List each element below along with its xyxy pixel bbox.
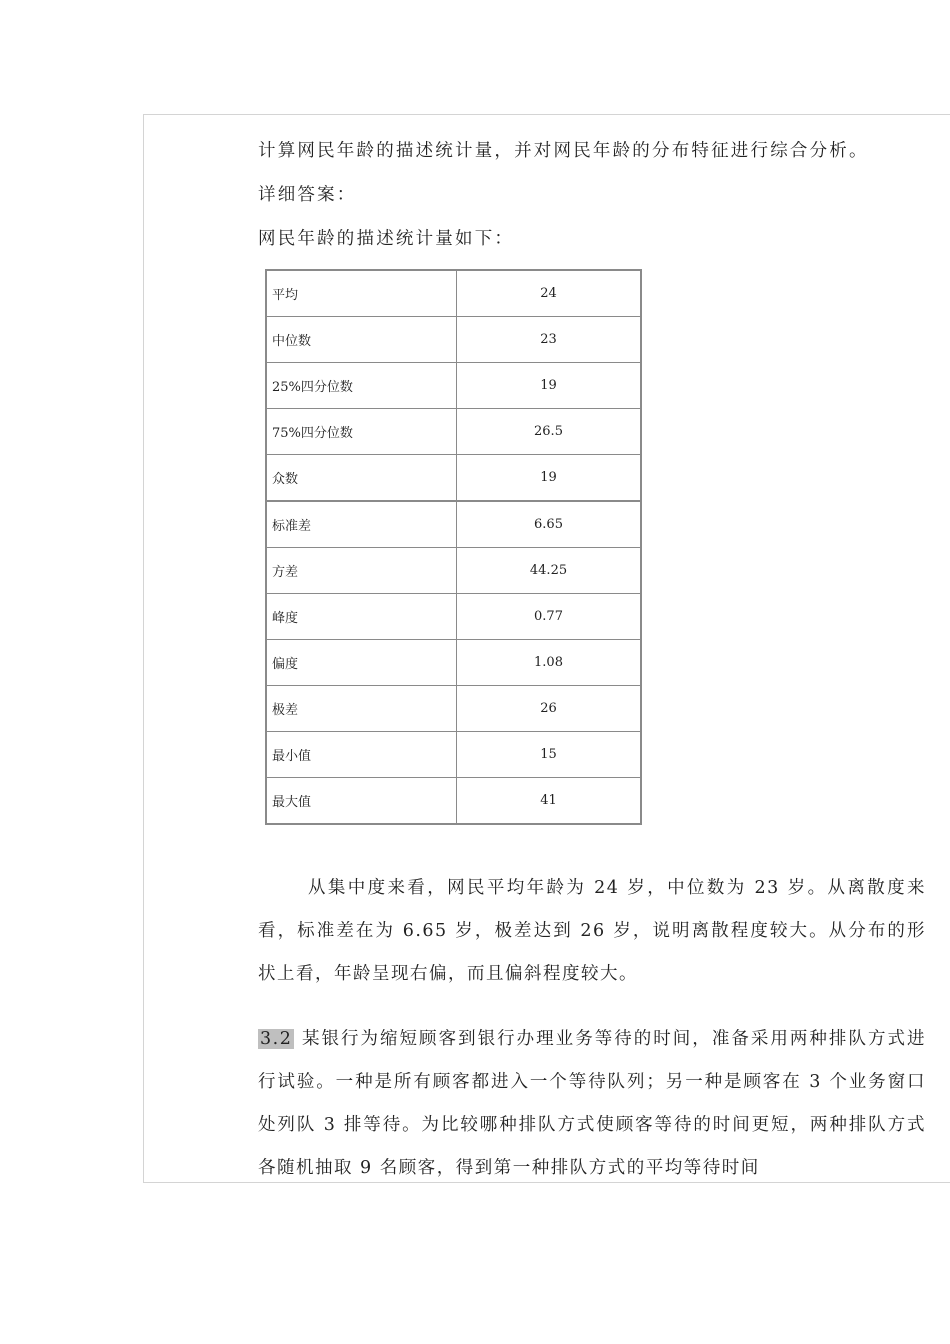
table-row: [266, 686, 641, 732]
stat-label: 极差: [266, 686, 457, 732]
stat-value: 15: [457, 732, 642, 778]
stat-value: 6.65: [457, 501, 642, 548]
table-row: [266, 732, 641, 778]
table-row: [266, 270, 641, 317]
stat-label: 最大值: [266, 778, 457, 825]
stat-label: 中位数: [266, 317, 457, 363]
table-row: [266, 594, 641, 640]
stat-value: 23: [457, 317, 642, 363]
stat-value: 1.08: [457, 640, 642, 686]
question-text: 计算网民年龄的描述统计量，并对网民年龄的分布特征进行综合分析。: [258, 141, 869, 161]
table-row: [266, 317, 641, 363]
stat-value: 19: [457, 363, 642, 409]
analysis-paragraph: 从集中度来看，网民平均年龄为 24 岁，中位数为 23 岁。从离散度来看，标准差在为 6.65 岁，极差达到 26 岁，说明离散程度较大。从分布的形状上看，年龄呈现右偏，而且偏斜程度较大。: [258, 878, 926, 984]
table-row: [266, 409, 641, 455]
table-row: [266, 778, 641, 825]
stat-label: 最小值: [266, 732, 457, 778]
stat-label: 25%四分位数: [266, 363, 457, 409]
table-row: [266, 501, 641, 548]
stat-label: 75%四分位数: [266, 409, 457, 455]
stat-value: 24: [457, 270, 642, 317]
stats-table: [265, 269, 642, 825]
stat-label: 偏度: [266, 640, 457, 686]
table-row: [266, 640, 641, 686]
stat-label: 平均: [266, 270, 457, 317]
question-number: 3.2: [260, 1029, 293, 1049]
stat-value: 26: [457, 686, 642, 732]
answer-heading: 详细答案：: [258, 185, 357, 205]
stat-value: 19: [457, 455, 642, 502]
table-row: [266, 455, 641, 502]
stat-value: 0.77: [457, 594, 642, 640]
table-intro: 网民年龄的描述统计量如下：: [258, 229, 515, 249]
next-question-text: 某银行为缩短顾客到银行办理业务等待的时间，准备采用两种排队方式进行试验。一种是所有顾客都进入一个等待队列；另一种是顾客在 3 个业务窗口处列队 3 排等待。为比较哪种排队方式使顾客等待的时间更短，两种排队方式各随机抽取 9 名顾客，得到第一种排队方式的平均等待时间: [258, 1029, 926, 1178]
stat-value: 41: [457, 778, 642, 825]
stat-label: 众数: [266, 455, 457, 502]
stat-label: 方差: [266, 548, 457, 594]
table-row: [266, 363, 641, 409]
table-row: [266, 548, 641, 594]
stat-label: 峰度: [266, 594, 457, 640]
next-question: [258, 1018, 926, 1190]
stat-label: 标准差: [266, 501, 457, 548]
stat-value: 44.25: [457, 548, 642, 594]
stat-value: 26.5: [457, 409, 642, 455]
